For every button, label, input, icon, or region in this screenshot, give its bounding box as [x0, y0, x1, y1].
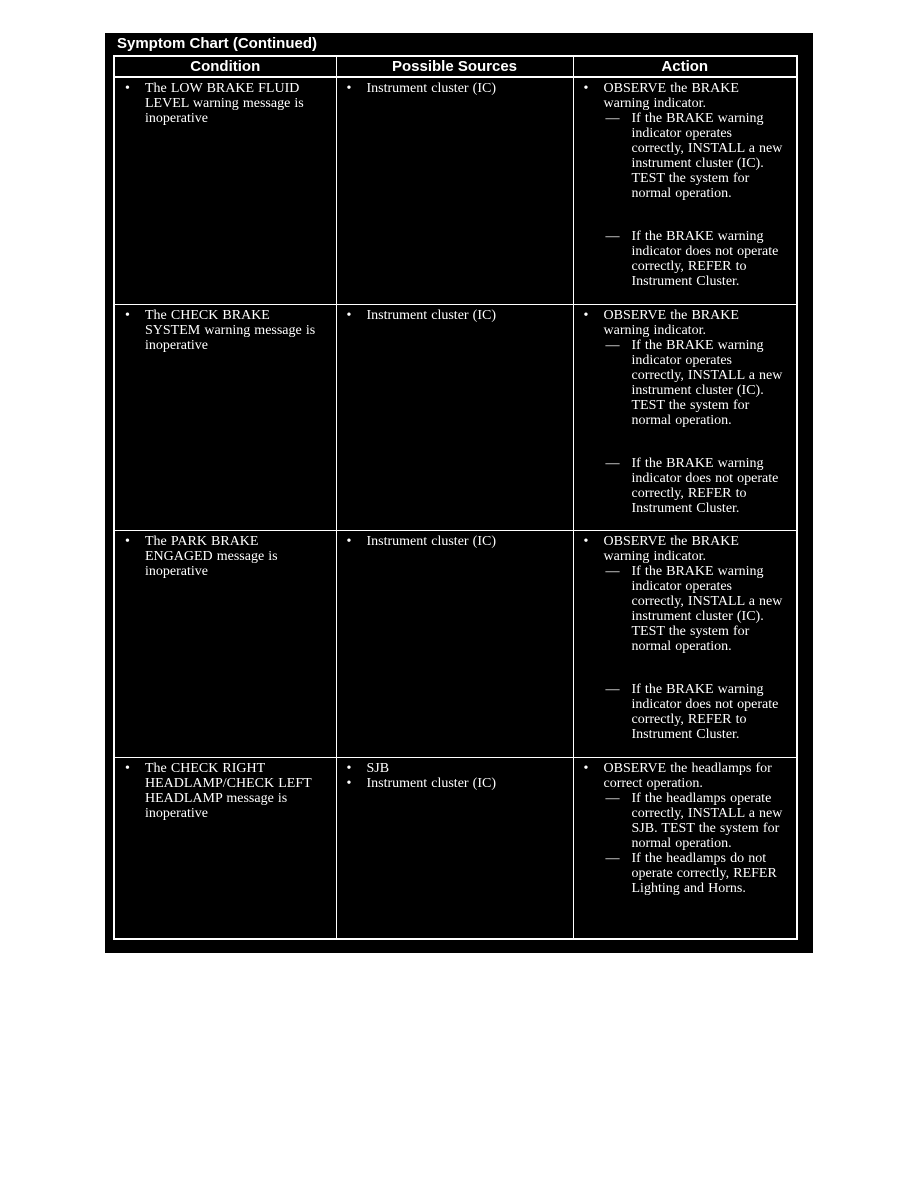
action-cell	[573, 304, 797, 530]
bullet-icon: •	[583, 307, 589, 323]
bullet-icon: •	[125, 760, 130, 776]
action-item	[574, 761, 797, 791]
bullet-icon: •	[125, 81, 130, 96]
action-sub-text: If the headlamps operate correctly, INSTALL a new SJB. TEST the system for normal operation.	[631, 790, 783, 851]
sources-cell	[336, 757, 573, 939]
condition-cell	[114, 530, 336, 757]
dash-icon: —	[605, 337, 620, 353]
sources-cell	[336, 77, 573, 304]
source-text: Instrument cluster (IC)	[366, 533, 496, 549]
action-sub-item	[604, 229, 797, 289]
bullet-icon: •	[346, 775, 352, 791]
bullet-icon: •	[346, 760, 352, 776]
action-item	[574, 534, 797, 564]
action-sub-text: If the BRAKE warning indicator does not operate correctly, REFER to Instrument Cluster.	[631, 229, 779, 289]
table-row	[114, 77, 797, 304]
action-sub-text: If the BRAKE warning indicator does not operate correctly, REFER to Instrument Cluster.	[631, 681, 779, 742]
dash-icon: —	[605, 850, 620, 866]
condition-item	[115, 308, 336, 353]
column-header-condition: Condition	[114, 56, 336, 77]
action-sub-item	[604, 111, 797, 201]
action-sub-item	[604, 338, 797, 428]
header-row	[114, 56, 797, 77]
source-text: Instrument cluster (IC)	[366, 81, 496, 96]
condition-text: The LOW BRAKE FLUID LEVEL warning message is inoperative	[145, 81, 304, 126]
action-sub-text: If the headlamps do not operate correctly, REFER Lighting and Horns.	[631, 850, 777, 896]
action-lead-text: OBSERVE the headlamps for correct operation.	[603, 760, 772, 791]
dash-icon: —	[605, 563, 620, 579]
column-header-possible-sources: Possible Sources	[336, 56, 573, 77]
condition-item	[115, 81, 336, 126]
source-item	[337, 81, 573, 96]
action-item	[574, 308, 797, 338]
bullet-icon: •	[346, 307, 352, 323]
action-cell	[573, 757, 797, 939]
bullet-icon: •	[583, 533, 589, 549]
action-cell	[573, 530, 797, 757]
chart-title: Symptom Chart (Continued)	[117, 35, 317, 52]
action-sub-item	[604, 682, 797, 742]
action-sub-item	[604, 564, 797, 654]
bullet-icon: •	[125, 533, 130, 549]
action-lead-text: OBSERVE the BRAKE warning indicator.	[603, 533, 739, 564]
action-sub-item	[604, 791, 797, 851]
source-item	[337, 534, 573, 549]
dash-icon: —	[605, 229, 620, 244]
bullet-icon: •	[583, 760, 589, 776]
symptom-table	[113, 55, 798, 940]
condition-item	[115, 534, 336, 579]
bullet-icon: •	[346, 533, 352, 549]
sources-cell	[336, 304, 573, 530]
bullet-icon: •	[125, 307, 130, 323]
action-sub-text: If the BRAKE warning indicator operates correctly, INSTALL a new instrument cluster (IC). TEST the system for normal operation.	[631, 337, 783, 428]
action-cell	[573, 77, 797, 304]
source-item	[337, 776, 573, 791]
source-text: SJB	[366, 760, 390, 776]
table-row	[114, 757, 797, 939]
dash-icon: —	[605, 455, 620, 471]
source-text: Instrument cluster (IC)	[366, 307, 496, 323]
bullet-icon: •	[346, 81, 352, 96]
action-sub-text: If the BRAKE warning indicator does not operate correctly, REFER to Instrument Cluster.	[631, 455, 779, 516]
action-lead-text: OBSERVE the BRAKE warning indicator.	[603, 307, 739, 338]
source-item	[337, 761, 573, 776]
action-sub-text: If the BRAKE warning indicator operates correctly, INSTALL a new instrument cluster (IC). TEST the system for normal operation.	[631, 111, 783, 201]
condition-item	[115, 761, 336, 821]
action-item	[574, 81, 797, 111]
table-row	[114, 530, 797, 757]
sources-cell	[336, 530, 573, 757]
dash-icon: —	[605, 681, 620, 697]
condition-cell	[114, 304, 336, 530]
condition-cell	[114, 757, 336, 939]
condition-cell	[114, 77, 336, 304]
action-sub-text: If the BRAKE warning indicator operates correctly, INSTALL a new instrument cluster (IC). TEST the system for normal operation.	[631, 563, 783, 654]
condition-text: The CHECK RIGHT HEADLAMP/CHECK LEFT HEADLAMP message is inoperative	[145, 760, 312, 821]
action-sub-item	[604, 456, 797, 516]
source-text: Instrument cluster (IC)	[366, 775, 496, 791]
dash-icon: —	[605, 790, 620, 806]
symptom-chart-panel	[105, 33, 813, 953]
dash-icon: —	[605, 111, 620, 126]
action-lead-text: OBSERVE the BRAKE warning indicator.	[603, 81, 739, 111]
source-item	[337, 308, 573, 323]
column-header-action: Action	[573, 56, 797, 77]
condition-text: The PARK BRAKE ENGAGED message is inoperative	[145, 533, 278, 579]
table-row	[114, 304, 797, 530]
bullet-icon: •	[583, 81, 589, 96]
action-sub-item	[604, 851, 797, 896]
condition-text: The CHECK BRAKE SYSTEM warning message is inoperative	[145, 307, 316, 353]
